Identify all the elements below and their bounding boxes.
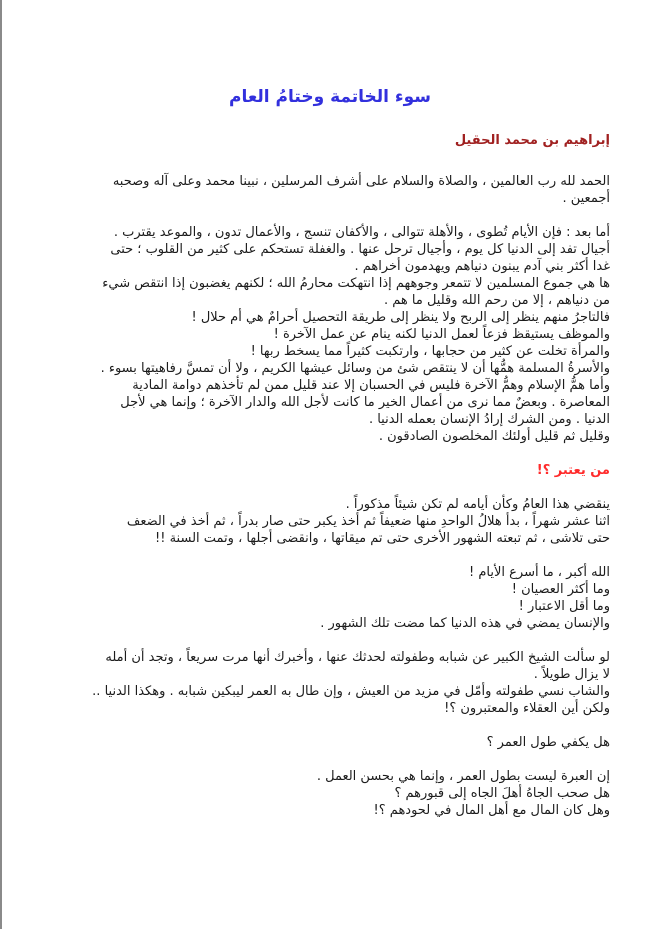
paragraph-amma-baad	[50, 224, 610, 445]
text-line: والموظف يستيقظ فزعاً لعمل الدنيا لكنه ينام عن عمل الآخرة !	[273, 327, 610, 342]
document-body	[50, 173, 610, 819]
text-line: والمرأة تخلت عن كثير من حجابها ، وارتكبت كثيراً مما يسخط ربها !	[250, 344, 610, 359]
text-line: الحمد لله رب العالمين ، والصلاة والسلام على أشرف المرسلين ، نبينا محمد وعلى آله وصحبه	[112, 174, 610, 189]
text-line: المعاصرة . وبعضٌ مما نرى من أعمال الخير ما كانت لأجل الله والدار الآخرة ؛ وإنما هي لأجل	[120, 395, 610, 410]
text-line: وهل كان المال مع أهل المال في لحودهم ؟!	[373, 803, 610, 818]
text-line: والأسرةُ المسلمة همُّها أن لا ينتقص شئ من وسائل عيشها الكريم ، ولا أن تمسَّ رفاهيتها بسوء .	[100, 361, 610, 376]
text-line: وما أكثر العصيان !	[511, 582, 610, 597]
paragraph-lesson-of-deeds	[50, 768, 610, 819]
text-line: وقليل ثم قليل أولئك المخلصون الصادقون .	[378, 429, 610, 444]
text-line: من دنياهم ، إلا من رحم الله وقليل ما هم .	[383, 293, 610, 308]
text-line: لو سألت الشيخ الكبير عن شبابه وطفولته لحدثك عنها ، وأخبرك أنها مرت سريعاً ، وتجد أن أمله	[105, 650, 610, 665]
text-line: حتى تلاشى ، ثم تبعته الشهور الأخرى حتى تم ميقاتها ، وانقضى أجلها ، وتمت السنة !!	[155, 531, 610, 546]
text-line: وأما همُّ الإسلام وهمُّ الآخرة فليس في الحسبان إلا عند قليل ممن لم تأخذهم دوامة المادية	[132, 378, 610, 393]
text-line: ها هي جموع المسلمين لا تتمعر وجوههم إذا انتهكت محارمُ الله ؛ لكنهم يغضبون إذا انتقص شيء	[102, 276, 610, 291]
text-line: والشاب نسي طفولته وأمّل في مزيد من العيش ، وإن طال به العمر ليبكين شبابه . وهكذا الدنيا ..	[92, 684, 610, 699]
author-byline: إبراهيم بن محمد الحقيل	[454, 133, 610, 148]
page-left-border	[0, 0, 2, 929]
text-line: أجيال تفد إلى الدنيا كل يوم ، وأجيال ترحل عنها . والغفلة تستحكم على كثير من القلوب ؛ حتى	[110, 242, 610, 257]
text-line: فالتاجرُ منهم ينظر إلى الربح ولا ينظر إلى طريقة التحصيل أحرامٌ هي أم حلال !	[191, 310, 610, 325]
text-line: أما بعد : فإن الأيام تُطوى ، والأهلة تتوالى ، والأكفان تنسج ، والأعمال تدون ، والموعد يقترب .	[113, 225, 610, 240]
text-line: اثنا عشر شهراً ، بدأ هلالُ الواحدِ منها ضعيفاً ثم أخذ يكبر حتى صار بدراً ، ثم أخذ في الضعف	[126, 514, 610, 529]
text-line: لا يزال طويلاً .	[533, 667, 610, 682]
paragraph-allahu-akbar	[50, 564, 610, 632]
paragraph-old-man-youth	[50, 649, 610, 717]
text-line: الله أكبر ، ما أسرع الأيام !	[469, 565, 610, 580]
text-line: غدا أكثر بني آدم يبنون دنياهم ويهدمون أخراهم .	[354, 259, 610, 274]
text-line: والإنسان يمضي في هذه الدنيا كما مضت تلك الشهور .	[320, 616, 610, 631]
question-long-life: هل يكفي طول العمر ؟	[486, 735, 610, 750]
paragraph-basmala-intro	[50, 173, 610, 207]
text-line: هل صحب الجاهُ أهلَ الجاه إلى قبورهم ؟	[394, 786, 610, 801]
text-line: وما أقل الاعتبار !	[518, 599, 610, 614]
text-line: الدنيا . ومن الشرك إرادُ الإنسان بعمله الدنيا .	[368, 412, 610, 427]
paragraph-year-passing	[50, 496, 610, 547]
text-line: ينقضي هذا العامُ وكأن أيامه لم تكن شيئاً مذكوراً .	[345, 497, 610, 512]
text-line: أجمعين .	[562, 191, 610, 206]
text-line: ولكن أين العقلاء والمعتبرون ؟!	[444, 701, 610, 716]
page-title: سوء الخاتمة وختامُ العام	[228, 87, 431, 107]
text-line: إن العبرة ليست بطول العمر ، وإنما هي بحسن العمل .	[316, 769, 610, 784]
section-heading-man-yatabir: من يعتبر ؟!	[536, 463, 610, 478]
